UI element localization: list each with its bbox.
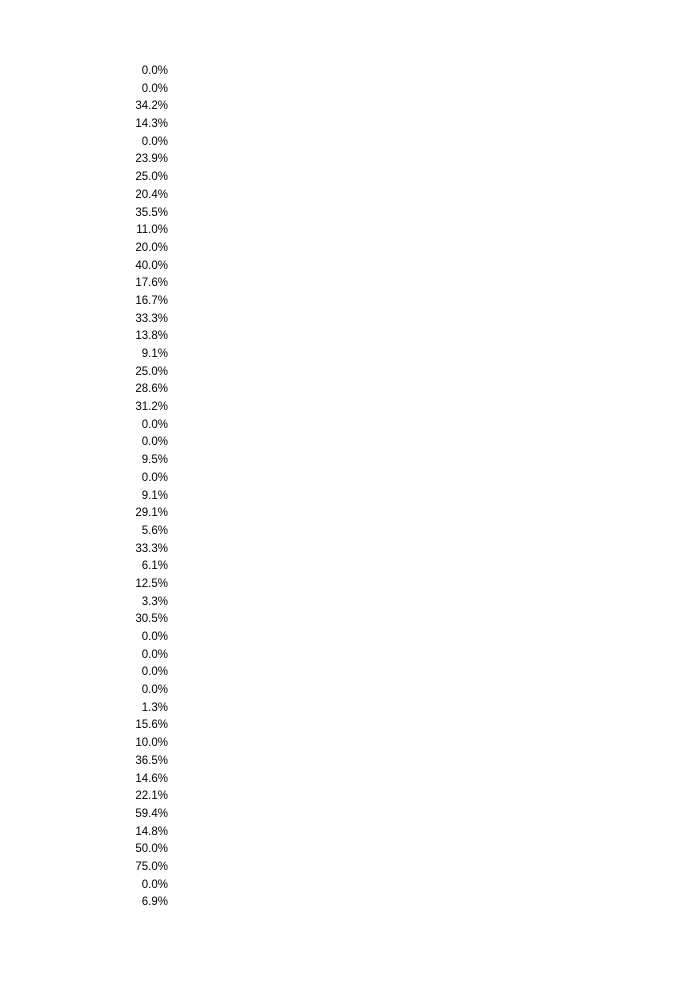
percentage-cell: 11.0% [136, 224, 168, 237]
percentage-cell: 6.9% [141, 896, 168, 909]
percentage-cell: 14.3% [135, 118, 168, 131]
percentage-cell: 35.5% [135, 206, 168, 219]
percentage-cell: 13.8% [135, 330, 168, 343]
percentage-cell: 33.3% [135, 542, 168, 555]
percentage-cell: 0.0% [141, 878, 168, 891]
percentage-column [100, 63, 168, 912]
percentage-cell: 33.3% [135, 312, 168, 325]
percentage-cell: 14.8% [135, 825, 168, 838]
percentage-cell: 0.0% [141, 471, 168, 484]
percentage-cell: 29.1% [135, 507, 168, 520]
percentage-cell: 22.1% [135, 790, 168, 803]
percentage-cell: 34.2% [135, 100, 168, 113]
percentage-cell: 17.6% [135, 277, 168, 290]
percentage-cell: 20.0% [135, 241, 168, 254]
percentage-cell: 0.0% [141, 436, 168, 449]
percentage-cell: 0.0% [141, 631, 168, 643]
percentage-cell: 31.2% [135, 401, 168, 414]
percentage-cell: 28.6% [135, 383, 168, 396]
percentage-cell: 0.0% [141, 666, 168, 679]
percentage-cell: 75.0% [135, 860, 168, 873]
percentage-cell: 6.1% [141, 560, 168, 573]
percentage-cell: 0.0% [141, 684, 168, 697]
percentage-cell: 15.6% [135, 719, 168, 732]
percentage-cell: 16.7% [135, 294, 168, 307]
percentage-cell: 50.0% [135, 843, 168, 856]
percentage-cell: 0.0% [141, 648, 168, 661]
percentage-cell: 9.1% [141, 348, 168, 360]
percentage-cell: 9.5% [141, 454, 168, 467]
percentage-cell: 5.6% [141, 524, 168, 537]
percentage-cell: 9.1% [141, 489, 168, 502]
percentage-cell: 12.5% [135, 577, 168, 590]
percentage-cell: 1.3% [141, 701, 168, 714]
percentage-cell: 0.0% [141, 65, 168, 77]
percentage-cell: 23.9% [135, 153, 168, 166]
percentage-cell: 25.0% [135, 171, 168, 184]
percentage-cell: 59.4% [135, 807, 168, 820]
percentage-cell: 30.5% [135, 613, 168, 626]
percentage-cell: 20.4% [135, 188, 168, 201]
percentage-cell: 0.0% [141, 82, 168, 95]
percentage-cell: 25.0% [135, 365, 168, 378]
percentage-cell: 0.0% [141, 418, 168, 431]
percentage-cell: 0.0% [141, 135, 168, 148]
percentage-cell: 3.3% [141, 595, 168, 608]
percentage-cell: 14.6% [135, 772, 168, 785]
percentage-cell: 40.0% [135, 259, 168, 272]
percentage-cell: 36.5% [135, 754, 168, 767]
percentage-cell: 10.0% [135, 737, 168, 750]
